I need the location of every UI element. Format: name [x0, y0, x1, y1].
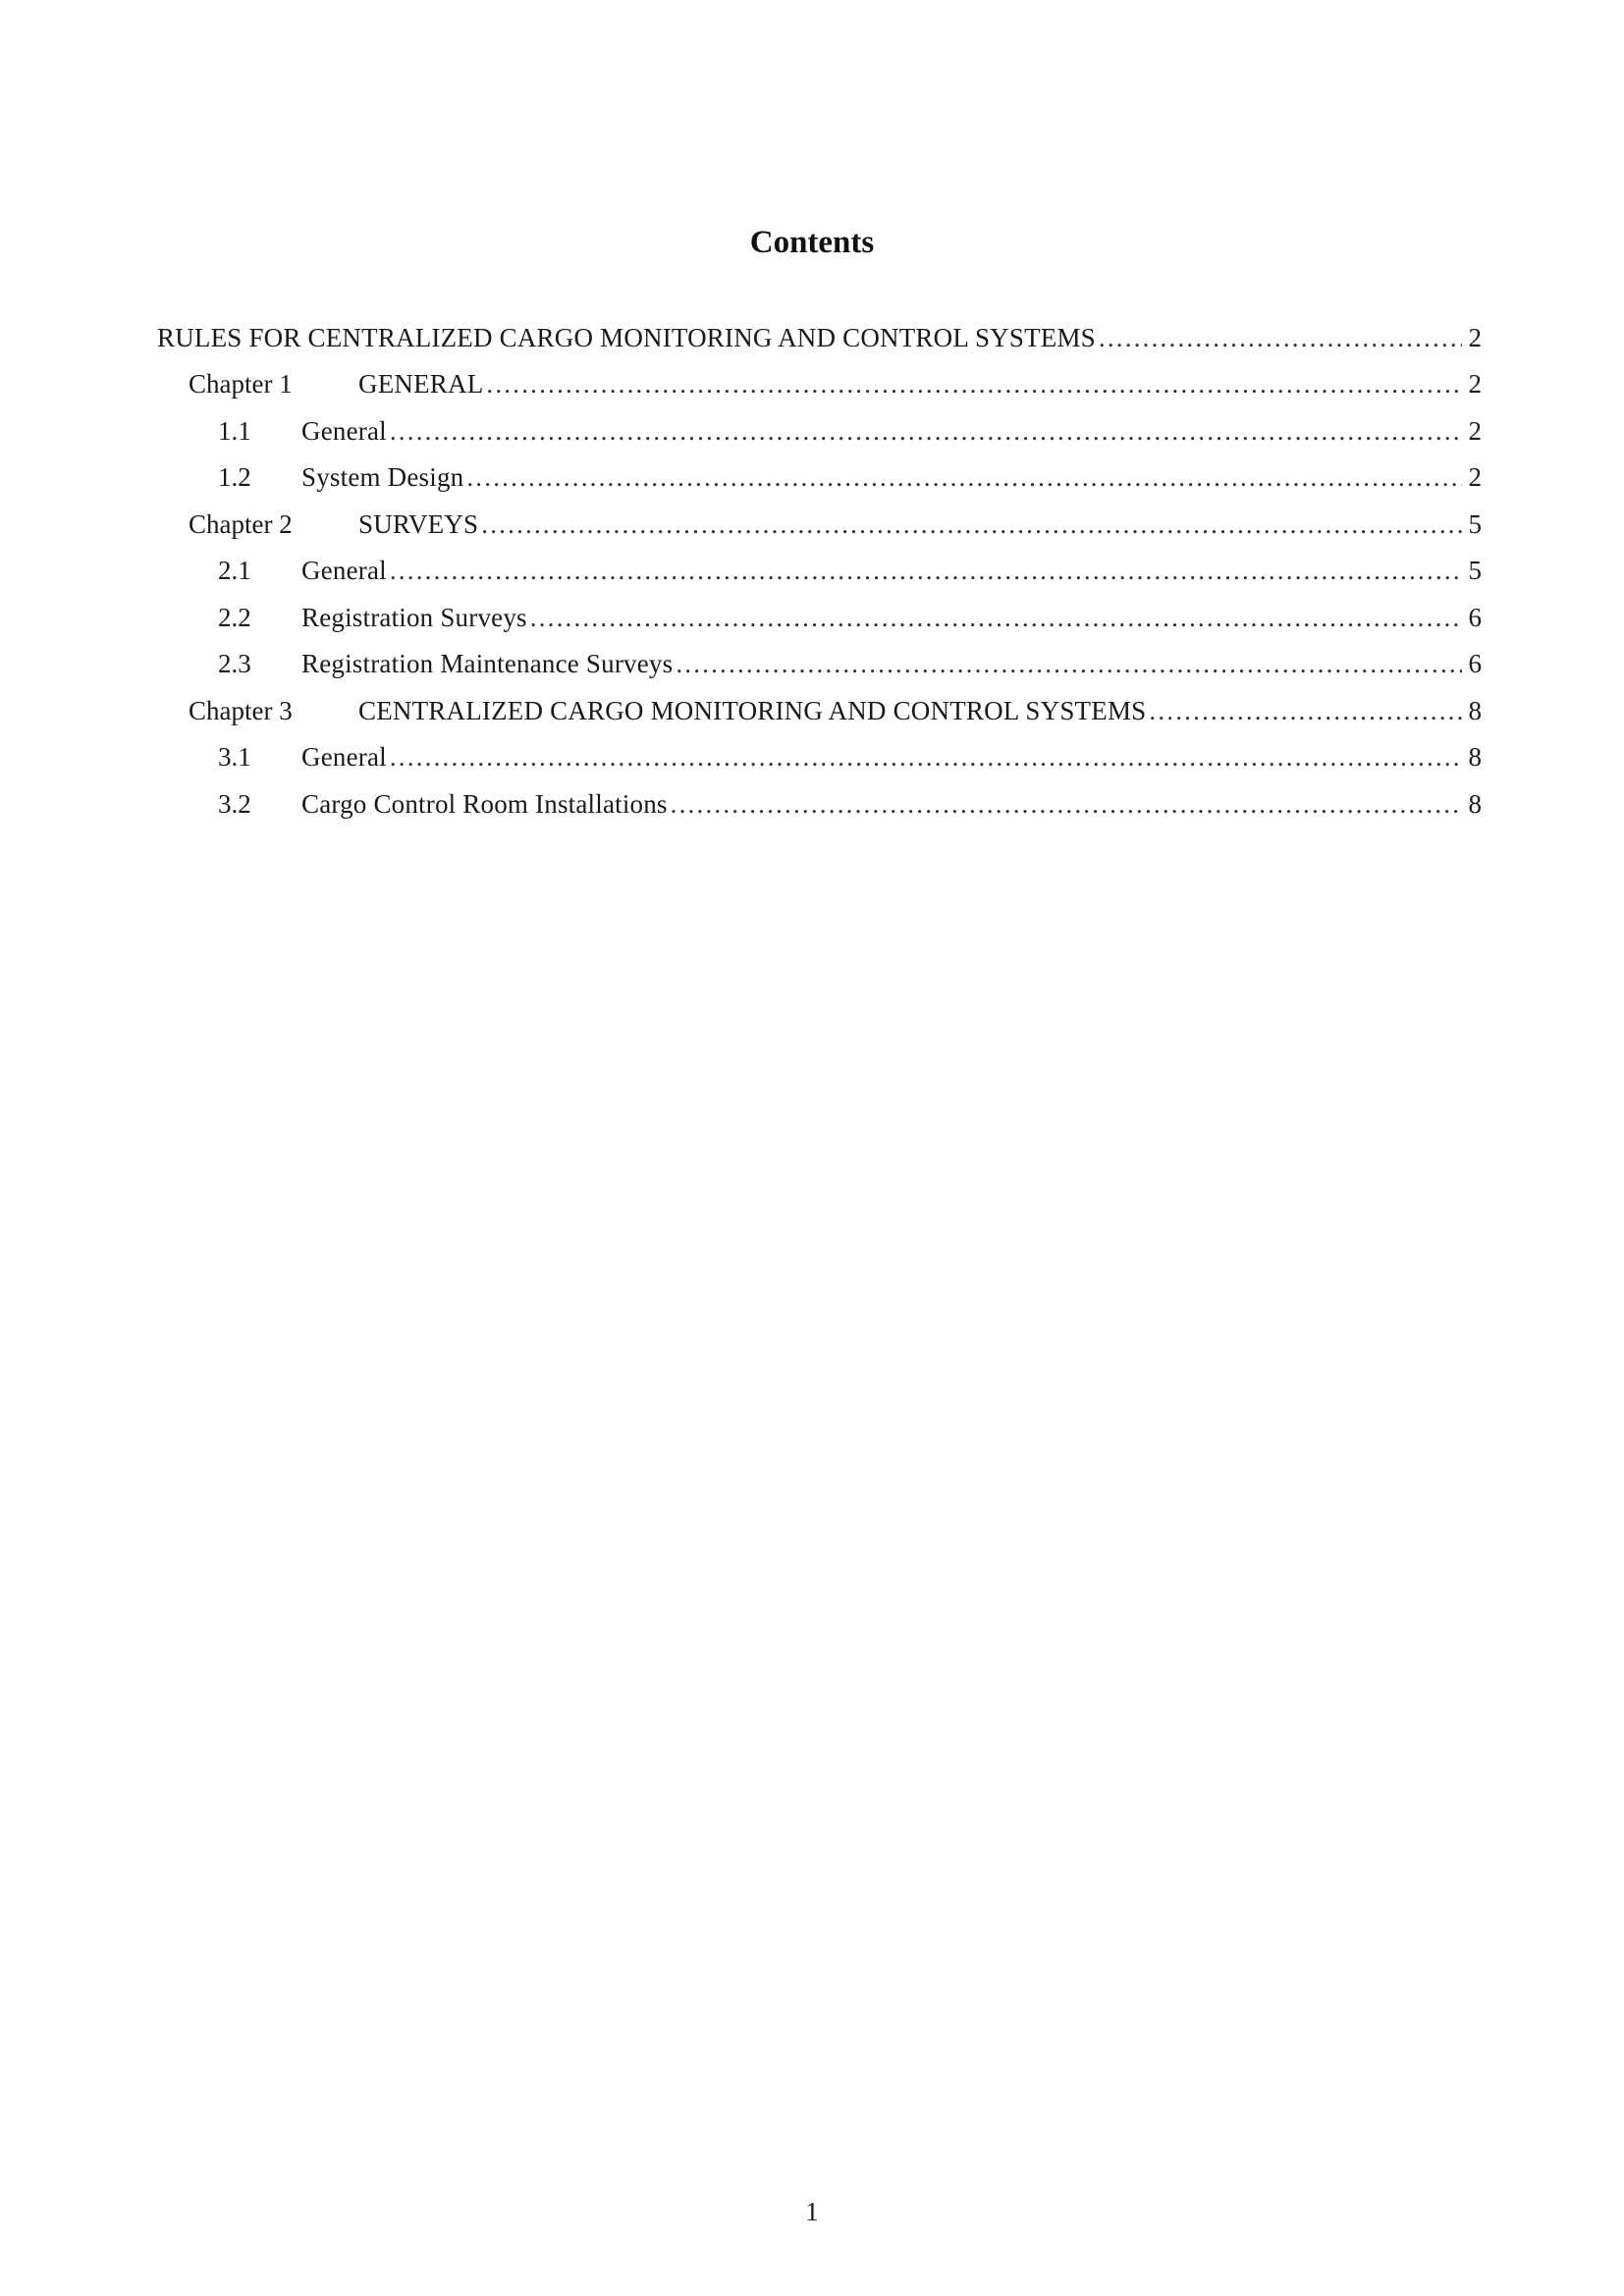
- toc-entry-title: System Design: [301, 462, 464, 493]
- dot-leader: [1149, 694, 1462, 727]
- toc-entry-title: General: [301, 415, 387, 446]
- toc-entry-section-3-1[interactable]: [157, 734, 1482, 781]
- toc-entry-title: Cargo Control Room Installations: [301, 788, 668, 819]
- toc-entry-number: 1.1: [218, 415, 251, 446]
- toc-entry-section-2-3[interactable]: [157, 641, 1482, 688]
- toc-entry-page: 2: [1468, 369, 1482, 400]
- dot-leader: [390, 554, 1462, 587]
- toc-entry-page: 2: [1468, 462, 1482, 493]
- toc-entry-page: 8: [1468, 742, 1482, 773]
- toc-entry-number: 2.2: [218, 602, 251, 632]
- toc-entry-title: General: [301, 556, 387, 586]
- toc-entry-number: 3.1: [218, 742, 251, 773]
- toc-entry-page: 8: [1468, 695, 1482, 725]
- toc-entry-number: Chapter 3: [189, 695, 293, 725]
- dot-leader: [676, 647, 1462, 680]
- toc-entry-section-3-2[interactable]: [157, 780, 1482, 828]
- toc-entry-number: Chapter 1: [189, 369, 293, 400]
- dot-leader: [530, 601, 1462, 634]
- toc-entry-page: 5: [1468, 556, 1482, 586]
- toc-entry-rules[interactable]: [157, 314, 1482, 361]
- toc-entry-title: GENERAL: [358, 369, 484, 400]
- toc-entry-section-1-2[interactable]: [157, 454, 1482, 502]
- toc-entry-chapter-2[interactable]: [157, 501, 1482, 548]
- toc-entry-number: 3.2: [218, 788, 251, 819]
- toc-entry-chapter-1[interactable]: [157, 361, 1482, 408]
- toc-entry-section-2-2[interactable]: [157, 594, 1482, 641]
- toc-entry-section-2-1[interactable]: [157, 548, 1482, 595]
- toc-entry-page: 2: [1468, 415, 1482, 446]
- dot-leader: [1099, 321, 1462, 354]
- toc-entry-number: 2.1: [218, 556, 251, 586]
- dot-leader: [390, 740, 1462, 774]
- toc-entry-number: 2.3: [218, 649, 251, 679]
- page-number: 1: [805, 2197, 819, 2226]
- toc-entry-section-1-1[interactable]: [157, 407, 1482, 454]
- dot-leader: [481, 507, 1462, 541]
- dot-leader: [466, 460, 1462, 494]
- toc-entry-chapter-3[interactable]: [157, 687, 1482, 734]
- dot-leader: [390, 414, 1462, 448]
- dot-leader: [486, 367, 1462, 400]
- toc-entry-title: Registration Maintenance Surveys: [301, 649, 674, 679]
- toc-entry-number: Chapter 2: [189, 508, 293, 539]
- toc-entry-page: 6: [1468, 602, 1482, 632]
- page-title: Contents: [749, 225, 875, 261]
- toc-entry-page: 8: [1468, 788, 1482, 819]
- toc-entry-title: Registration Surveys: [301, 602, 527, 632]
- dot-leader: [671, 787, 1462, 821]
- toc-entry-page: 2: [1468, 322, 1482, 352]
- toc-entry-page: 5: [1468, 508, 1482, 539]
- toc-entry-title: General: [301, 742, 387, 773]
- toc-entry-page: 6: [1468, 649, 1482, 679]
- toc-entry-title: CENTRALIZED CARGO MONITORING AND CONTROL SYSTEMS: [358, 695, 1147, 725]
- toc-entry-number: 1.2: [218, 462, 251, 493]
- toc-entry-title: SURVEYS: [358, 508, 479, 539]
- toc-entry-title: RULES FOR CENTRALIZED CARGO MONITORING AND CONTROL SYSTEMS: [157, 322, 1096, 352]
- table-of-contents: [157, 314, 1482, 828]
